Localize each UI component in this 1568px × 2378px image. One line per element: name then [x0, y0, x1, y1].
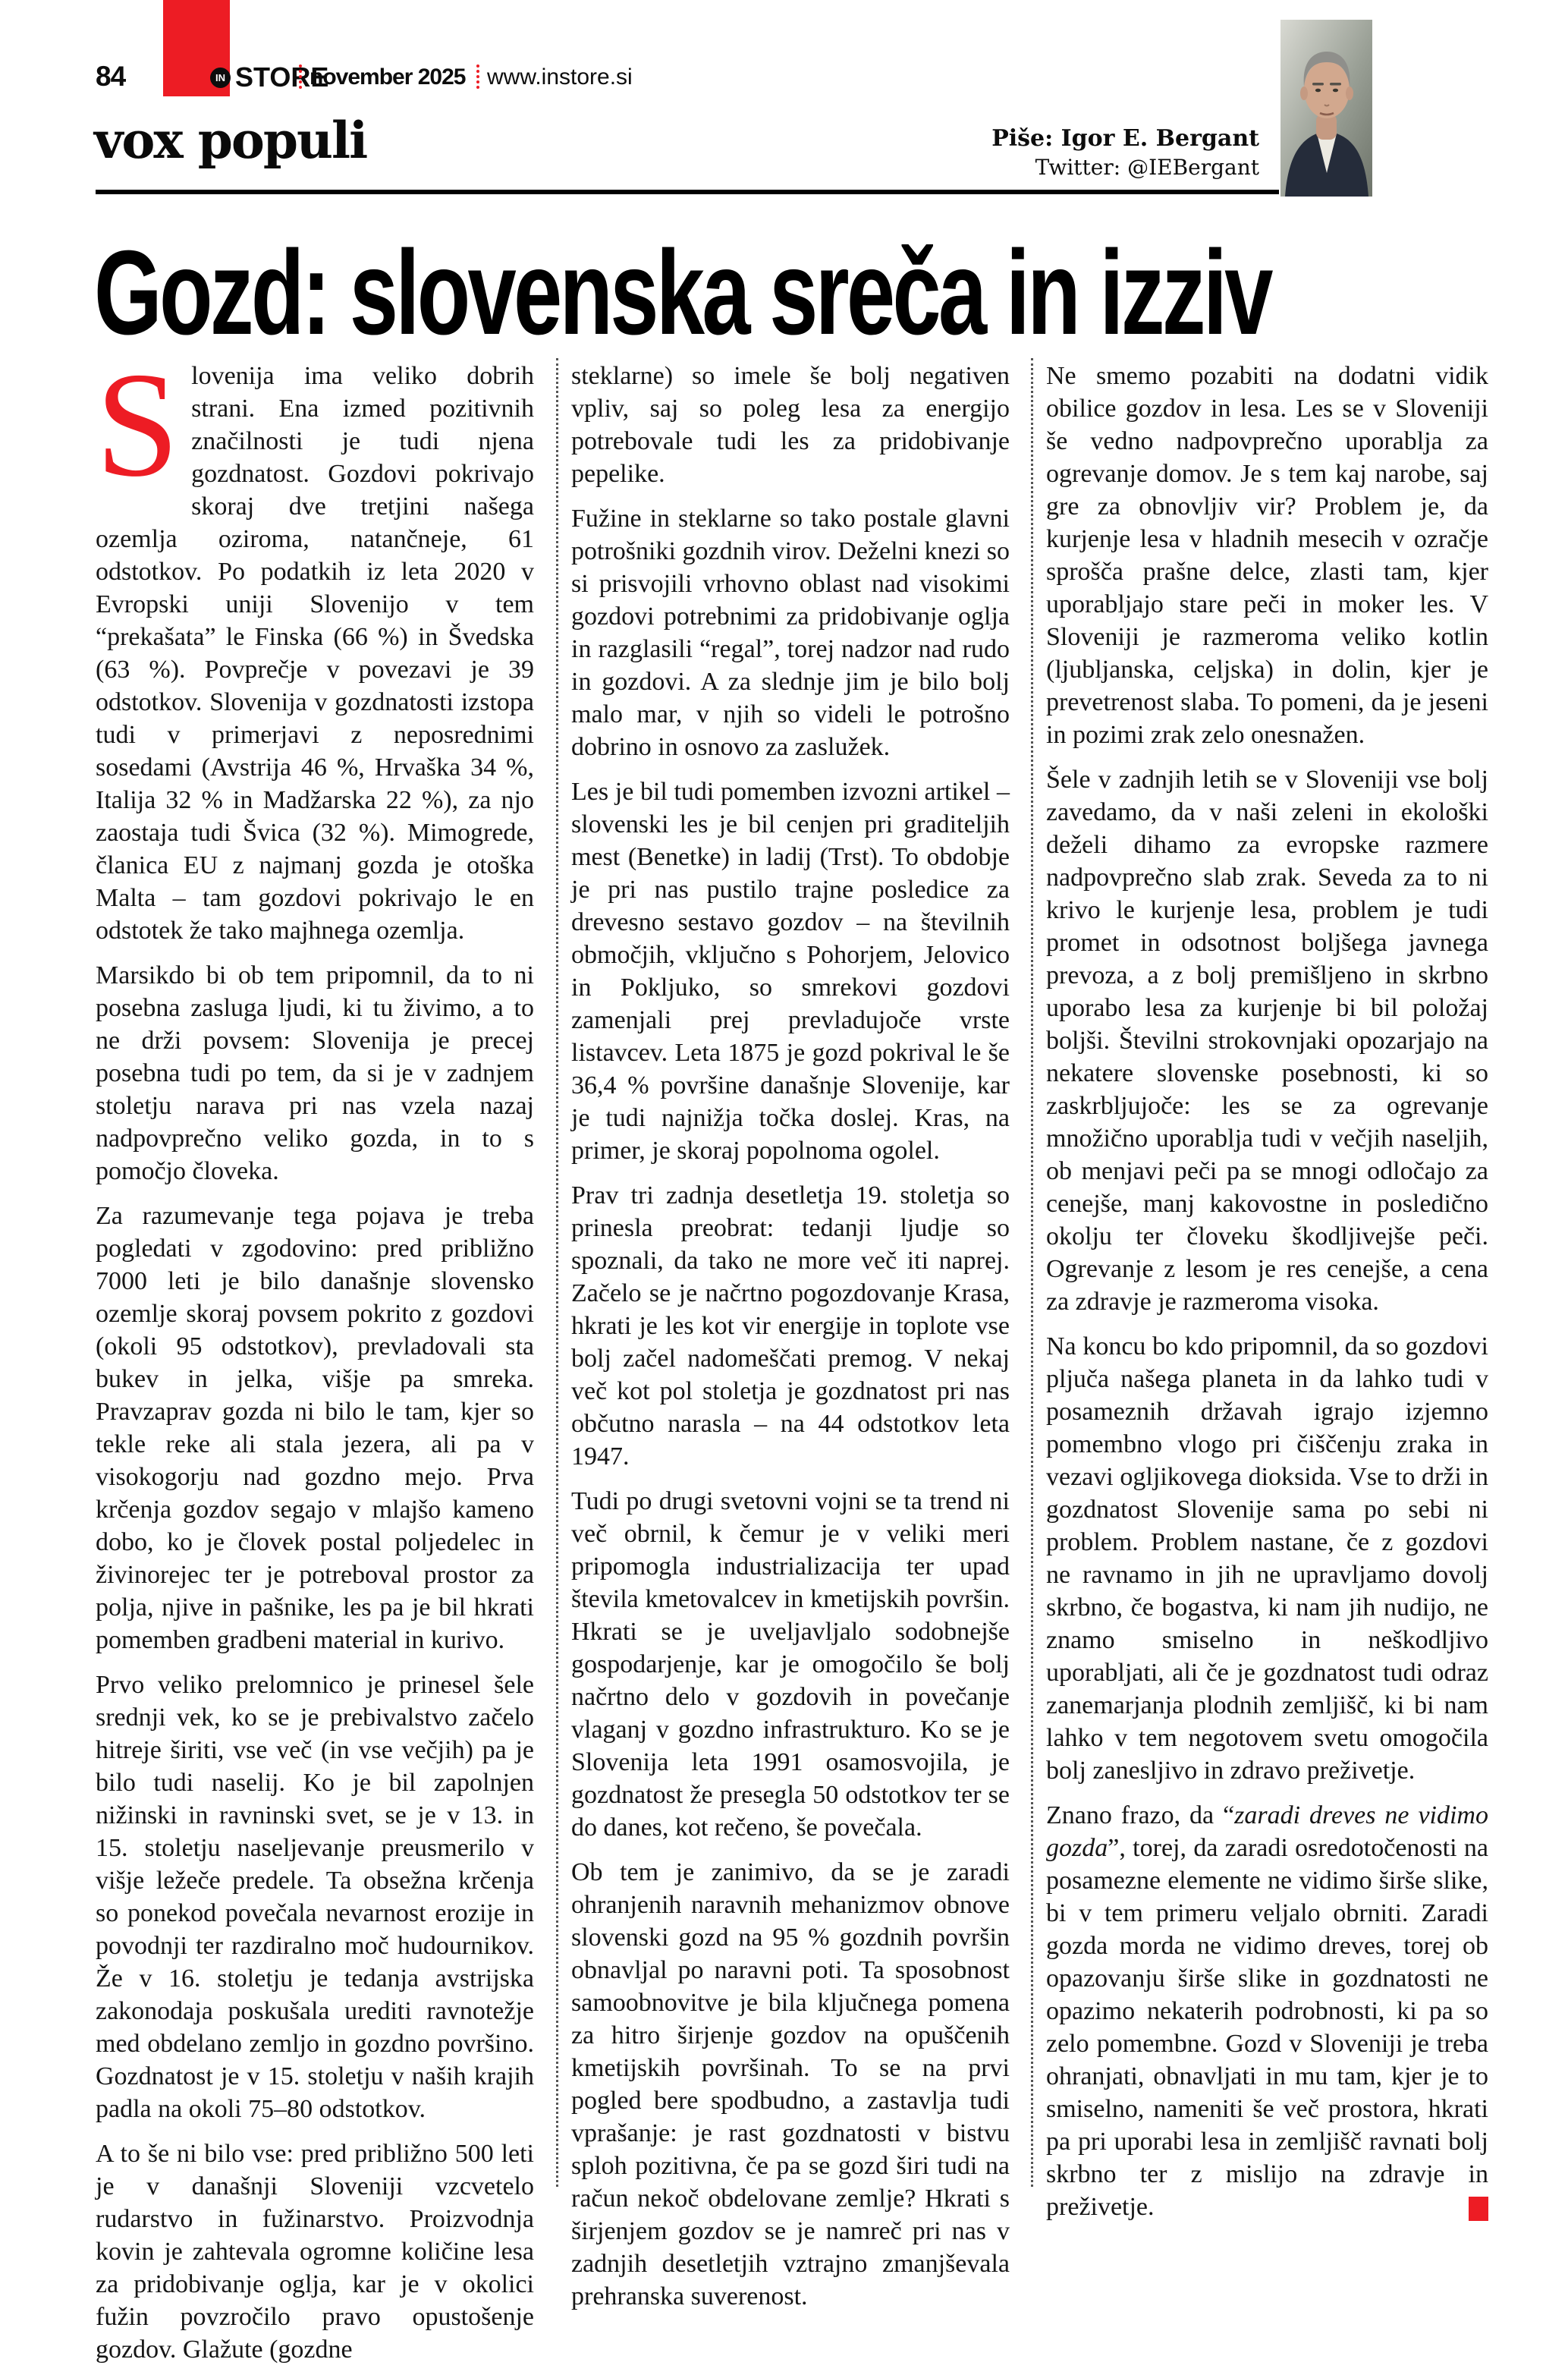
article-paragraph: Ne smemo pozabiti na dodatni vidik obilice gozdov in lesa. Les se v Sloveniji še vedno nadpovprečno uporablja za ogrevanje domov. Je s tem kaj narobe, saj gre za obnovljiv vir? Problem je, da kurjenje lesa v hladnih mesecih v ozračje sprošča prašne delce, zlasti tam, kjer uporabljajo stare peči in moker les. V Sloveniji je razmeroma veliko kotlin (ljubljanska, celjska) in dolin, kjer je prevetrenost slaba. To pomeni, da je jeseni in pozimi zrak zelo onesnažen.: [1046, 362, 1488, 749]
article-paragraph: Marsikdo bi ob tem pripomnil, da to ni posebna zasluga ljudi, ki tu živimo, a to ne drži povsem: Slovenija je precej posebna tudi po tem, da si je v zadnjem stoletju narava pri nas vzela nazaj nadpovprečno veliko gozda, in to s pomočjo človeka.: [96, 961, 534, 1185]
article-paragraph: Les je bil tudi pomemben izvozni artikel – slovenski les je bil cenjen pri graditeljih mest (Benetke) in ladij (Trst). To obdobje je pri nas pustilo trajne posledice za drevesno sestavo gozdov – na številnih območjih, vključno s Pohorjem, Jelovico in Pokljuko, so smrekovi gozdovi zamenjali prej prevladujoče vrste listavcev. Leta 1875 je gozd pokrival le še 36,4 % površine današnje Slovenije, kar je tudi najnižja točka doslej. Kras, na primer, je skoraj popolnoma ogolel.: [571, 778, 1010, 1165]
article-paragraph: Ob tem je zanimivo, da se je zaradi ohranjenih naravnih mehanizmov obnove slovenski gozd na 95 % gozdnih površin obnavljal po naravni poti. Ta sposobnost samoobnovitve je bila ključnega pomena za hitro širjenje gozdov na opuščenih kmetijskih površinah. To se na prvi pogled bere spodbudno, a zastavlja tudi vprašanje: je rast gozdnatosti v bistvu sploh pozitivna, če pa se gozd širi tudi na račun nekoč obdelovane zemlje? Hkrati s širjenjem gozdov se je namreč pri nas v zadnjih desetletjih vztrajno zmanjševala prehranska suverenost.: [571, 1858, 1010, 2310]
article-column-1: [96, 341, 534, 2378]
article-end-marker: [1469, 2197, 1488, 2221]
drop-cap: S: [96, 341, 180, 508]
article-paragraph: Za razumevanje tega pojava je treba pogledati v zgodovino: pred približno 7000 leti je bilo današnje slovensko ozemlje skoraj povsem pokrito z gozdovi (okoli 95 odstotkov), prevladovali sta bukev in jelka, višje pa smreka. Pravzaprav gozda ni bilo le tam, kjer so tekle reke ali stala jezera, ali pa v visokogorju nad gozdno mejo. Prva krčenja gozdov segajo v mlajšo kameno dobo, ko je človek postal poljedelec in živinorejec ter je potreboval prostor za polja, njive in pašnike, les pa je bil hkrati pomemben gradbeni material in kurivo.: [96, 1202, 534, 1654]
dotted-divider: [476, 64, 479, 89]
issue-date: november 2025: [310, 64, 466, 90]
dotted-divider: [299, 64, 302, 89]
article-column-2: [571, 360, 1010, 2325]
header-rule: [96, 190, 1279, 194]
article-paragraph: Prav tri zadnja desetletja 19. stoletja so prinesla preobrat: tedanji ljudje so spoznali, da tako ne more več iti naprej. Začelo se je načrtno pogozdovanje Krasa, hkrati je les kot vir energije in toplote vse bolj začel nadomeščati premog. V nekaj več kot pol stoletja je gozdnatost pri nas občutno narasla – na 44 odstotkov leta 1947.: [571, 1181, 1010, 1471]
website-url: www.instore.si: [487, 64, 633, 90]
instore-logo-text: STORE: [235, 61, 329, 93]
article-headline: Gozd: slovenska sreča in izziv: [94, 226, 1271, 360]
author-byline: Piše: Igor E. Bergant: [991, 125, 1259, 152]
article-column-3: [1046, 360, 1488, 2235]
article-paragraph: [96, 341, 534, 947]
article-paragraph: A to še ni bilo vse: pred približno 500 leti je v današnji Sloveniji vzcvetelo rudarstvo in fužinarstvo. Proizvodnja kovin je zahtevala ogromne količine lesa za pridobivanje oglja, kar je v okolici fužin povzročilo pravo opustošenje gozdov. Glažute (gozdne: [96, 2140, 534, 2364]
paragraph-text: ”, torej, da zaradi osredotočenosti na posamezne elemente ne vidimo širše slike, bi v tem primeru veljalo obrniti. Zaradi gozda morda ne vidimo dreves, torej ob opazovanju širše slike in gozdnatosti ne opazimo nekaterih podrobnosti, ki pa so zelo pomembne. Gozd v Sloveniji je treba ohranjati, obnavljati in mu tam, kjer je to smiselno, nameniti še več prostora, hkrati pa pri uporabi lesa in zemljišč ravnati bolj skrbno ter z mislijo na zdravje in preživetje.: [1046, 1834, 1488, 2221]
author-photo: [1280, 20, 1372, 197]
author-block: [872, 124, 1259, 182]
instore-logo-icon: IN: [210, 68, 231, 88]
article-paragraph: [1046, 1799, 1488, 2223]
article-paragraph: steklarne) so imele še bolj negativen vpliv, saj so poleg lesa za energijo potrebovale tudi les za pridobivanje pepelike.: [571, 362, 1010, 488]
article-paragraph: Na koncu bo kdo pripomnil, da so gozdovi pljuča našega planeta in da lahko tudi v posameznih državah igrajo izjemno pomembno vlogo pri čiščenju zraka in vezavi ogljikovega dioksida. Vse to drži in gozdnatost Slovenije sama po sebi ni problem. Problem nastane, če z gozdovi ne ravnamo in jih ne upravljamo dovolj skrbno, če bogastva, ki nam jih nudijo, ne znamo smiselno in neškodljivo uporabljati, ali če je gozdnatost tudi odraz zanemarjanja plodnih zemljišč, ki bi nam lahko v tem negotovem svetu omogočila bolj zanesljivo in zdravo preživetje.: [1046, 1332, 1488, 1785]
page-number: 84: [96, 61, 126, 92]
article-paragraph: Šele v zadnjih letih se v Sloveniji vse bolj zavedamo, da v naši zeleni in ekološki deželi dihamo za evropske razmere nadpovprečno slab zrak. Seveda za to ni krivo le kurjenje lesa, problem je tudi promet in odsotnost boljšega javnega prevoza, a z bolj premišljeno in skrbno uporabo lesa za kurjenje bi bil položaj boljši. Številni strokovnjaki opozarjajo na nekatere slovenske posebnosti, ki so zaskrbljujoče: les se za ogrevanje množično uporablja tudi v večjih naseljih, ob menjavi peči pa se mnogi odločajo za cenejše, manj kakovostne in posledično okolju ter človeku škodljivejše peči. Ogrevanje z lesom je res cenejše, a cena za zdravje je razmeroma visoka.: [1046, 766, 1488, 1316]
article-paragraph: Fužine in steklarne so tako postale glavni potrošniki gozdnih virov. Deželni knezi so si prisvojili vrhovno oblast nad visokimi gozdovi potrebnimi za pridobivanje oglja in razglasili “regal”, torej nadzor nad rudo in gozdovi. A za slednje jim je bilo bolj malo mar, v njih so videli le potrošno dobrino in osnovo za zaslužek.: [571, 505, 1010, 761]
paragraph-text: lovenija ima veliko dobrih strani. Ena izmed pozitivnih značilnosti je tudi njena gozdnatost. Gozdovi pokrivajo skoraj dve tretjini našega ozemlja oziroma, natančneje, 61 odstotkov. Po podatkih iz leta 2020 v Evropski uniji Slovenijo v tem “prekašata” le Finska (66 %) in Švedska (63 %). Povprečje v povezavi je 39 odstotkov. Slovenija v gozdnatosti izstopa tudi v primerjavi z neposrednimi sosedami (Avstrija 46 %, Hrvaška 34 %, Italija 32 % in Madžarska 22 %), za njo zaostaja tudi Švica (32 %). Mimogrede, članica EU z najmanj gozda je otoška Malta – tam gozdovi pokrivajo le en odstotek že tako majhnega ozemlja.: [96, 362, 534, 945]
column-divider: [1031, 358, 1033, 2187]
column-divider: [556, 358, 558, 2187]
article-paragraph: Prvo veliko prelomnico je prinesel šele srednji vek, ko se je prebivalstvo začelo hitreje širiti, vse več (in vse večjih) pa je bilo tudi naselij. Ko je bil zapolnjen nižinski in ravninski svet, se je v 13. in 15. stoletju naseljevanje preusmerilo v višje ležeče predele. Ta obsežna krčenja so ponekod povečala nevarnost erozije in povodnji ter razdiralno moč hudournikov. Že v 16. stoletju je tedanja avstrijska zakonodaja poskušala urediti ravnotežje med obdelano zemljo in gozdno površino. Gozdnatost je v 15. stoletju v naših krajih padla na okoli 75–80 odstotkov.: [96, 1671, 534, 2123]
article-paragraph: Tudi po drugi svetovni vojni se ta trend ni več obrnil, k čemur je v veliki meri pripomogla industrializacija ter upad števila kmetovalcev in kmetijskih površin. Hkrati se je uveljavljalo sodobnejše gospodarjenje, kar je omogočilo še bolj načrtno delo v gozdovih in povečanje vlaganj v gozdno infrastrukturo. Ko se je Slovenija leta 1991 osamosvojila, je gozdnatost že presegla 50 odstotkov ter se do danes, kot rečeno, še povečala.: [571, 1487, 1010, 1842]
author-twitter-handle: Twitter: @IEBergant: [1035, 155, 1259, 180]
paragraph-text: Znano frazo, da “: [1046, 1801, 1235, 1829]
section-title: vox populi: [94, 111, 367, 170]
italic-phrase: zaradi dreves ne vidimo gozda: [1046, 1801, 1488, 1862]
